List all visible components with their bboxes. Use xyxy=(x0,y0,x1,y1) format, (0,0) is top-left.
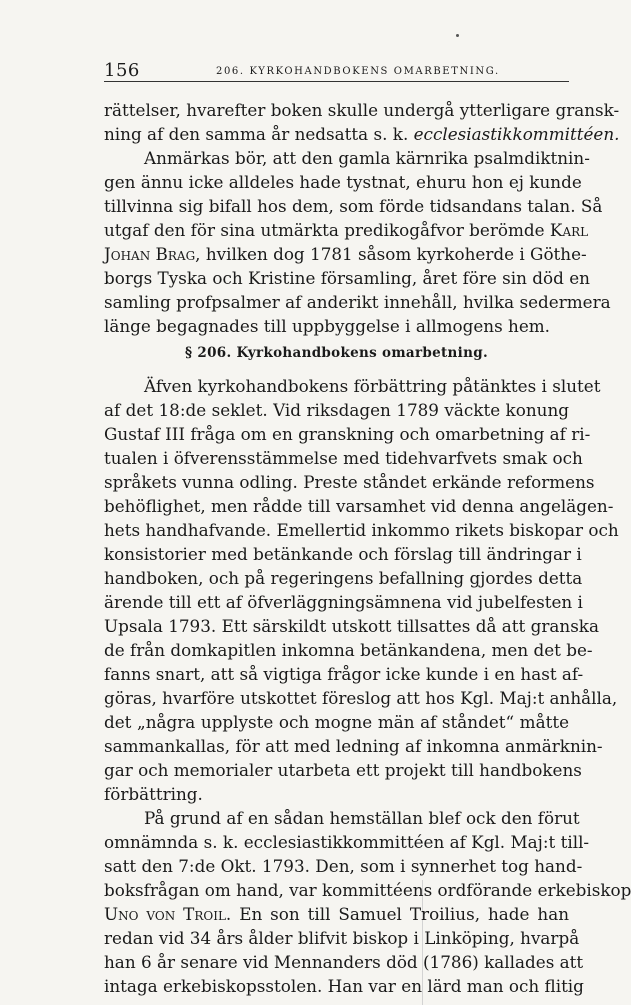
person-name: Johan Brag xyxy=(104,244,196,264)
text-line: hets handhafvande. Emellertid inkommo rikets biskopar och xyxy=(104,520,619,540)
text-line: boksfrågan om hand, var kommittéens ordförande erkebiskop xyxy=(104,880,631,900)
text-line: gar och memorialer utarbeta ett projekt till handbokens xyxy=(104,760,582,780)
text-line: Uno von Troil. En son till Samuel Troilius, hade han xyxy=(104,904,570,924)
book-page xyxy=(104,0,631,1005)
running-head: 206. KYRKOHANDBOKENS OMARBETNING. xyxy=(216,66,500,77)
text-line: ning af den samma år nedsatta s. k. ecclesiastikkommittéen. xyxy=(104,124,620,144)
text-line: tillvinna sig bifall hos dem, som förde tidsandans talan. Så xyxy=(104,196,603,216)
text-line: gen ännu icke alldeles hade tystnat, ehuru hon ej kunde xyxy=(104,172,582,192)
person-name: Karl xyxy=(549,220,589,240)
scan-speck xyxy=(456,34,459,37)
text-line: konsistorier med betänkande och förslag till ändringar i xyxy=(104,544,582,564)
text-line: språkets vunna odling. Preste ståndet erkände reformens xyxy=(104,472,595,492)
text-line: borgs Tyska och Kristine församling, året före sin död en xyxy=(104,268,590,288)
text-line: redan vid 34 års ålder blifvit biskop i Linköping, hvarpå xyxy=(104,928,580,948)
text-line: göras, hvarföre utskottet föreslog att hos Kgl. Maj:t anhålla, xyxy=(104,688,618,708)
text-line: samling profpsalmer af anderikt innehåll, hvilka sedermera xyxy=(104,292,611,312)
text-line: omnämnda s. k. ecclesiastikkommittéen af Kgl. Maj:t till- xyxy=(104,832,590,852)
text-line: Johan Brag, hvilken dog 1781 såsom kyrkoherde i Göthe- xyxy=(104,244,587,264)
text-line: tualen i öfverensstämmelse med tidehvarfvets smak och xyxy=(104,448,583,468)
person-name: Uno von Troil xyxy=(104,904,226,924)
section-heading: § 206. Kyrkohandbokens omarbetning. xyxy=(185,345,488,361)
text-line: På grund af en sådan hemställan blef ock den förut xyxy=(144,808,580,828)
text-line: rättelser, hvarefter boken skulle undergå ytterligare gransk- xyxy=(104,100,620,120)
text-line: behöflighet, men rådde till varsamhet vid denna angelägen- xyxy=(104,496,614,516)
text-line: Gustaf III fråga om en granskning och omarbetning af ri- xyxy=(104,424,591,444)
text-line: länge begagnades till uppbyggelse i allmogens hem. xyxy=(104,316,551,336)
text-line: sammankallas, för att med ledning af inkomna anmärknin- xyxy=(104,736,603,756)
text-line: förbättring. xyxy=(104,784,203,804)
text-line: intaga erkebiskopsstolen. Han var en lärd man och flitig xyxy=(104,976,584,996)
text-line: ärende till ett af öfverläggningsämnena vid jubelfesten i xyxy=(104,592,583,612)
text-line: de från domkapitlen inkomna betänkandena, men det be- xyxy=(104,640,593,660)
text-line: af det 18:de seklet. Vid riksdagen 1789 väckte konung xyxy=(104,400,569,420)
text-line: Upsala 1793. Ett särskildt utskott tillsattes då att granska xyxy=(104,616,599,636)
text-line: utgaf den för sina utmärkta predikogåfvor berömde Karl xyxy=(104,220,589,240)
page-header xyxy=(104,60,569,82)
page-number: 156 xyxy=(104,60,140,81)
italic-term: ecclesiastikkommittéen. xyxy=(413,124,620,144)
text-line: han 6 år senare vid Mennanders död (1786) kallades att xyxy=(104,952,584,972)
text-line: fanns snart, att så vigtiga frågor icke kunde i en hast af- xyxy=(104,664,584,684)
text-line: det „några upplyste och mogne män af ståndet“ måtte xyxy=(104,712,569,732)
text-line: satt den 7:de Okt. 1793. Den, som i synnerhet tog hand- xyxy=(104,856,583,876)
header-rule xyxy=(104,81,569,82)
text-line: Anmärkas bör, att den gamla kärnrika psalmdiktnin- xyxy=(144,148,590,168)
text-line: handboken, och på regeringens befallning gjordes detta xyxy=(104,568,583,588)
text-line: Äfven kyrkohandbokens förbättring påtänktes i slutet xyxy=(144,376,601,396)
